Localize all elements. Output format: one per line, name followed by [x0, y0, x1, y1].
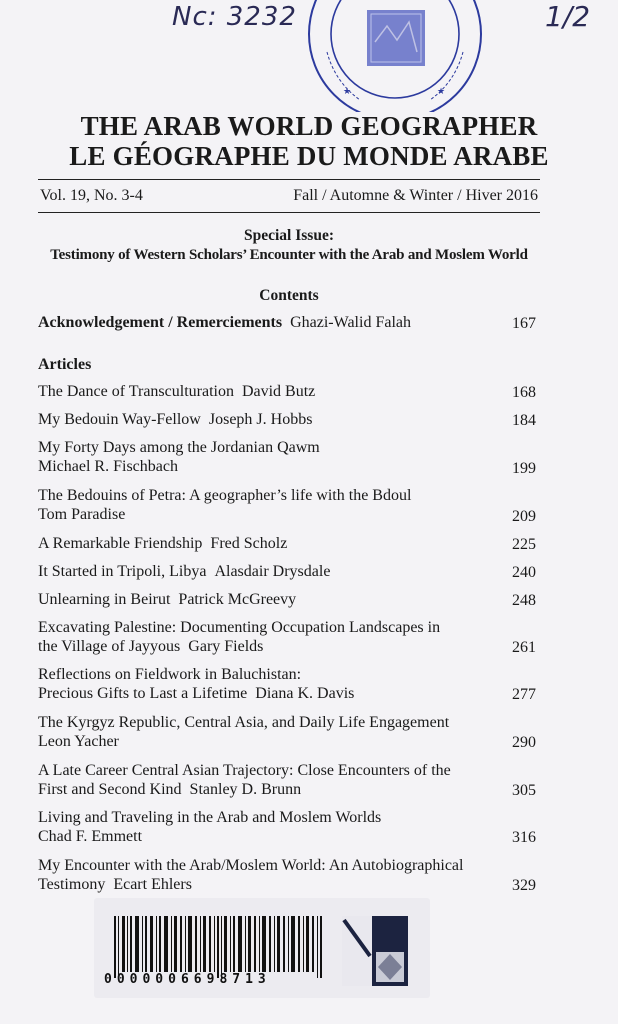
article-page: 277 [512, 686, 536, 703]
article-page: 248 [512, 592, 536, 609]
special-issue-heading: Special Issue: [244, 227, 334, 244]
article-author: Gary Fields [188, 638, 264, 655]
article-entry [38, 438, 538, 476]
article-entry [38, 382, 538, 401]
article-page: 240 [512, 564, 536, 581]
acknowledgement-label: Acknowledgement / Remerciements [38, 314, 283, 331]
header-divider-bottom [38, 212, 540, 213]
article-title: A Remarkable Friendship [38, 535, 203, 552]
article-author: Chad F. Emmett [38, 828, 143, 845]
article-page: 225 [512, 536, 536, 553]
article-author: Patrick McGreevy [178, 591, 297, 608]
article-page: 290 [512, 734, 536, 751]
article-page: 316 [512, 829, 536, 846]
svg-text:★: ★ [343, 87, 352, 97]
publisher-logo-icon [342, 916, 408, 986]
article-author: Ecart Ehlers [113, 876, 192, 893]
article-page: 168 [512, 384, 536, 401]
svg-text:★: ★ [437, 87, 446, 97]
article-author: David Butz [241, 383, 316, 400]
article-entry [38, 534, 538, 553]
article-title-cont: Testimony [38, 876, 106, 893]
journal-title-english: THE ARAB WORLD GEOGRAPHER [80, 111, 538, 141]
article-author: Michael R. Fischbach [38, 458, 178, 475]
article-entry [38, 856, 538, 894]
article-title-cont: the Village of Jayyous [38, 638, 181, 655]
journal-title-french: LE GÉOGRAPHE DU MONDE ARABE [69, 141, 549, 171]
article-entry [38, 808, 538, 846]
article-author: Fred Scholz [210, 535, 288, 552]
article-page: 199 [512, 460, 536, 477]
article-entry [38, 590, 538, 609]
article-author: Alasdair Drysdale [214, 563, 331, 580]
article-entry [38, 618, 538, 656]
article-entry [38, 486, 538, 524]
article-entry [38, 761, 538, 799]
article-title-cont: First and Second Kind [38, 781, 182, 798]
article-page: 261 [512, 639, 536, 656]
article-author: Diana K. Davis [255, 685, 355, 702]
article-author: Tom Paradise [38, 506, 126, 523]
volume-number: Vol. 19, No. 3-4 [40, 187, 143, 204]
article-entry [38, 713, 538, 751]
acknowledgement-author: Ghazi-Walid Falah [290, 314, 411, 331]
article-title: A Late Career Central Asian Trajectory: Close Encounters of the [38, 762, 451, 779]
special-issue-title: Testimony of Western Scholars’ Encounter with the Arab and Moslem World [50, 247, 528, 263]
acknowledgement-entry [38, 314, 411, 332]
article-title: The Dance of Transculturation [38, 383, 234, 400]
article-title: The Bedouins of Petra: A geographer’s life with the Bdoul [38, 487, 412, 504]
header-divider-top [38, 179, 540, 180]
articles-heading: Articles [38, 356, 92, 373]
article-entry [38, 410, 538, 429]
barcode-number: 0000006698713 [104, 972, 271, 987]
article-author: Leon Yacher [38, 733, 119, 750]
article-page: 305 [512, 782, 536, 799]
article-entry [38, 562, 538, 581]
article-title: Unlearning in Beirut [38, 591, 171, 608]
issue-season: Fall / Automne & Winter / Hiver 2016 [293, 187, 538, 204]
acknowledgement-page: 167 [512, 315, 536, 332]
article-title: My Encounter with the Arab/Moslem World: An Autobiographical [38, 857, 464, 874]
barcode-icon [112, 916, 334, 978]
article-title: Reflections on Fieldwork in Baluchistan: [38, 666, 302, 683]
article-page: 209 [512, 508, 536, 525]
article-author: Stanley D. Brunn [189, 781, 302, 798]
article-entry [38, 665, 538, 703]
handwritten-fraction: 1/2 [545, 0, 591, 33]
article-title: It Started in Tripoli, Libya [38, 563, 207, 580]
article-title: My Bedouin Way-Fellow [38, 411, 201, 428]
article-title: Excavating Palestine: Documenting Occupation Landscapes in [38, 619, 441, 636]
handwritten-catalog-number: Nc: 3232 [172, 2, 297, 32]
article-page: 184 [512, 412, 536, 429]
article-title-cont: Precious Gifts to Last a Lifetime [38, 685, 248, 702]
article-page: 329 [512, 877, 536, 894]
article-title: My Forty Days among the Jordanian Qawm [38, 439, 320, 456]
library-stamp-icon [305, 0, 485, 112]
contents-heading: Contents [259, 287, 319, 304]
article-title: The Kyrgyz Republic, Central Asia, and Daily Life Engagement [38, 714, 450, 731]
article-author: Joseph J. Hobbs [208, 411, 313, 428]
article-title: Living and Traveling in the Arab and Moslem Worlds [38, 809, 382, 826]
